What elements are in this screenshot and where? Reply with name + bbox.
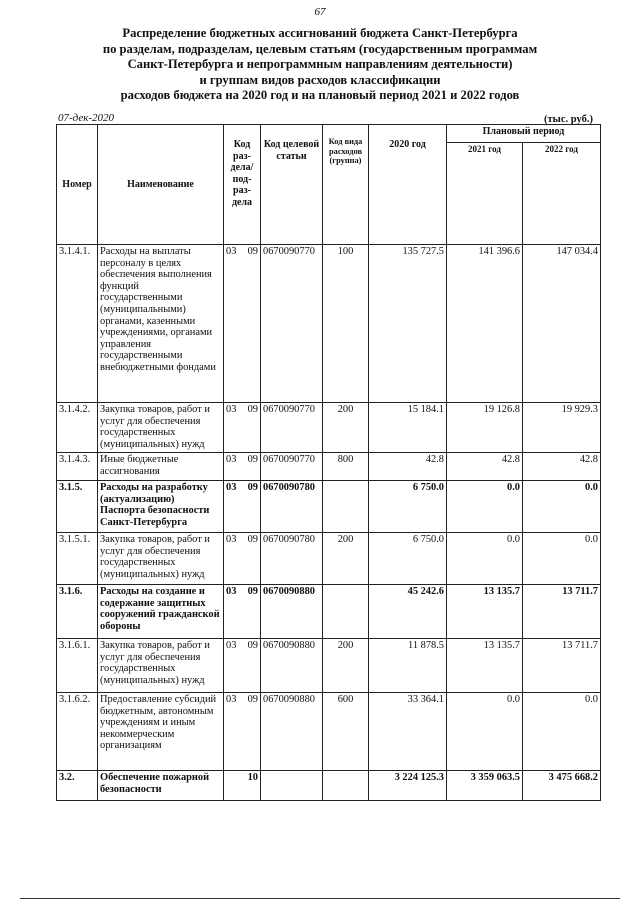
row-expense-type-cell: 600: [323, 693, 369, 771]
row-target-cell: 0670090880: [261, 693, 323, 771]
title-line: Санкт-Петербурга и непрограммным направлениям деятельности): [127, 57, 513, 72]
table-row: [57, 585, 601, 639]
row-razdel-cell: 03: [224, 403, 240, 453]
row-podrazdel-cell: 09: [240, 245, 261, 403]
header-2021: 2021 год: [447, 143, 523, 245]
row-name-cell: Обеспечение пожарной безопасности: [98, 771, 224, 801]
row-2022-cell: 0.0: [523, 693, 601, 771]
row-expense-type-cell: [323, 771, 369, 801]
row-razdel-cell: [224, 771, 240, 801]
row-2020-cell: 45 242.6: [369, 585, 447, 639]
row-podrazdel-cell: 09: [240, 639, 261, 693]
row-expense-type-cell: [323, 585, 369, 639]
table-row: [57, 245, 601, 403]
table-row: [57, 453, 601, 481]
row-name-cell: Закупка товаров, работ и услуг для обеспечения государственных (муниципальных) нужд: [98, 533, 224, 585]
row-razdel-cell: 03: [224, 585, 240, 639]
row-target-cell: [261, 771, 323, 801]
row-razdel-cell: 03: [224, 245, 240, 403]
row-name-cell: Расходы на выплаты персоналу в целях обеспечения выполнения функций государственными (муниципальными) органами, казенными учреждениями, органами управления государственными внебюджетными фондами: [98, 245, 224, 403]
row-2021-cell: 3 359 063.5: [447, 771, 523, 801]
document-date: 07-дек-2020: [58, 112, 115, 124]
row-2022-cell: 0.0: [523, 481, 601, 533]
row-number-cell: 3.1.6.2.: [57, 693, 98, 771]
row-number-cell: 3.1.5.: [57, 481, 98, 533]
bottom-rule: [20, 898, 620, 899]
document-title: [40, 26, 600, 104]
header-expense-type: Код вида расходов (группа): [323, 125, 369, 245]
row-name-cell: Закупка товаров, работ и услуг для обеспечения государственных (муниципальных) нужд: [98, 403, 224, 453]
row-razdel-cell: 03: [224, 533, 240, 585]
units-label: (тыс. руб.): [544, 114, 593, 125]
row-target-cell: 0670090780: [261, 481, 323, 533]
row-number-cell: 3.1.4.3.: [57, 453, 98, 481]
row-2022-cell: 3 475 668.2: [523, 771, 601, 801]
row-expense-type-cell: 100: [323, 245, 369, 403]
row-2020-cell: 135 727.5: [369, 245, 447, 403]
row-2020-cell: 3 224 125.3: [369, 771, 447, 801]
page-number: 67: [314, 6, 326, 18]
title-line: по разделам, подразделам, целевым статьям (государственным программам: [102, 41, 538, 56]
row-2021-cell: 42.8: [447, 453, 523, 481]
row-name-cell: Предоставление субсидий бюджетным, автономным учреждениям и иным некоммерческим организациям: [98, 693, 224, 771]
table-row: [57, 481, 601, 533]
header-number: Номер: [57, 125, 98, 245]
row-expense-type-cell: 200: [323, 403, 369, 453]
row-razdel-cell: 03: [224, 481, 240, 533]
table-header: [57, 125, 601, 245]
row-razdel-cell: 03: [224, 639, 240, 693]
table-row: [57, 533, 601, 585]
row-podrazdel-cell: 09: [240, 585, 261, 639]
row-2021-cell: 0.0: [447, 481, 523, 533]
row-expense-type-cell: 200: [323, 533, 369, 585]
row-2021-cell: 0.0: [447, 533, 523, 585]
row-number-cell: 3.1.6.: [57, 585, 98, 639]
header-planned-period: Плановый период: [447, 125, 601, 143]
header-2022: 2022 год: [523, 143, 601, 245]
header-target: Код целевой статьи: [261, 125, 323, 245]
row-expense-type-cell: [323, 481, 369, 533]
row-2020-cell: 6 750.0: [369, 481, 447, 533]
row-2022-cell: 13 711.7: [523, 639, 601, 693]
row-name-cell: Расходы на разработку (актуализацию) Паспорта безопасности Санкт-Петербурга: [98, 481, 224, 533]
header-name: Наименование: [98, 125, 224, 245]
table-row: [57, 771, 601, 801]
row-podrazdel-cell: 09: [240, 453, 261, 481]
table-row: [57, 639, 601, 693]
row-target-cell: 0670090880: [261, 585, 323, 639]
row-number-cell: 3.2.: [57, 771, 98, 801]
row-2022-cell: 147 034.4: [523, 245, 601, 403]
row-2021-cell: 13 135.7: [447, 639, 523, 693]
title-line: расходов бюджета на 2020 год и на плановый период 2021 и 2022 годов: [120, 88, 520, 103]
row-name-cell: Закупка товаров, работ и услуг для обеспечения государственных (муниципальных) нужд: [98, 639, 224, 693]
row-podrazdel-cell: 09: [240, 693, 261, 771]
row-2020-cell: 33 364.1: [369, 693, 447, 771]
row-podrazdel-cell: 09: [240, 533, 261, 585]
row-2020-cell: 6 750.0: [369, 533, 447, 585]
row-razdel-cell: 03: [224, 693, 240, 771]
row-2020-cell: 42.8: [369, 453, 447, 481]
row-target-cell: 0670090770: [261, 403, 323, 453]
row-expense-type-cell: 200: [323, 639, 369, 693]
row-target-cell: 0670090770: [261, 453, 323, 481]
row-2021-cell: 13 135.7: [447, 585, 523, 639]
row-2020-cell: 15 184.1: [369, 403, 447, 453]
table-row: [57, 693, 601, 771]
row-razdel-cell: 03: [224, 453, 240, 481]
row-2022-cell: 42.8: [523, 453, 601, 481]
row-number-cell: 3.1.6.1.: [57, 639, 98, 693]
row-2021-cell: 0.0: [447, 693, 523, 771]
row-2022-cell: 13 711.7: [523, 585, 601, 639]
row-expense-type-cell: 800: [323, 453, 369, 481]
row-number-cell: 3.1.4.2.: [57, 403, 98, 453]
row-target-cell: 0670090880: [261, 639, 323, 693]
header-2020: 2020 год: [369, 125, 447, 245]
table-row: [57, 403, 601, 453]
row-podrazdel-cell: 09: [240, 481, 261, 533]
row-number-cell: 3.1.5.1.: [57, 533, 98, 585]
title-line: Распределение бюджетных ассигнований бюджета Санкт-Петербурга: [122, 26, 518, 40]
table-body: [57, 245, 601, 801]
row-podrazdel-cell: 10: [240, 771, 261, 801]
row-2022-cell: 0.0: [523, 533, 601, 585]
row-2021-cell: 19 126.8: [447, 403, 523, 453]
header-razdel: Код раз-дела/ под-раз-дела: [224, 125, 261, 245]
row-2020-cell: 11 878.5: [369, 639, 447, 693]
budget-table: [56, 124, 601, 801]
row-target-cell: 0670090770: [261, 245, 323, 403]
row-name-cell: Расходы на создание и содержание защитных сооружений гражданской обороны: [98, 585, 224, 639]
row-target-cell: 0670090780: [261, 533, 323, 585]
row-podrazdel-cell: 09: [240, 403, 261, 453]
row-2021-cell: 141 396.6: [447, 245, 523, 403]
row-number-cell: 3.1.4.1.: [57, 245, 98, 403]
row-2022-cell: 19 929.3: [523, 403, 601, 453]
row-name-cell: Иные бюджетные ассигнования: [98, 453, 224, 481]
title-line: и группам видов расходов классификации: [199, 72, 441, 87]
